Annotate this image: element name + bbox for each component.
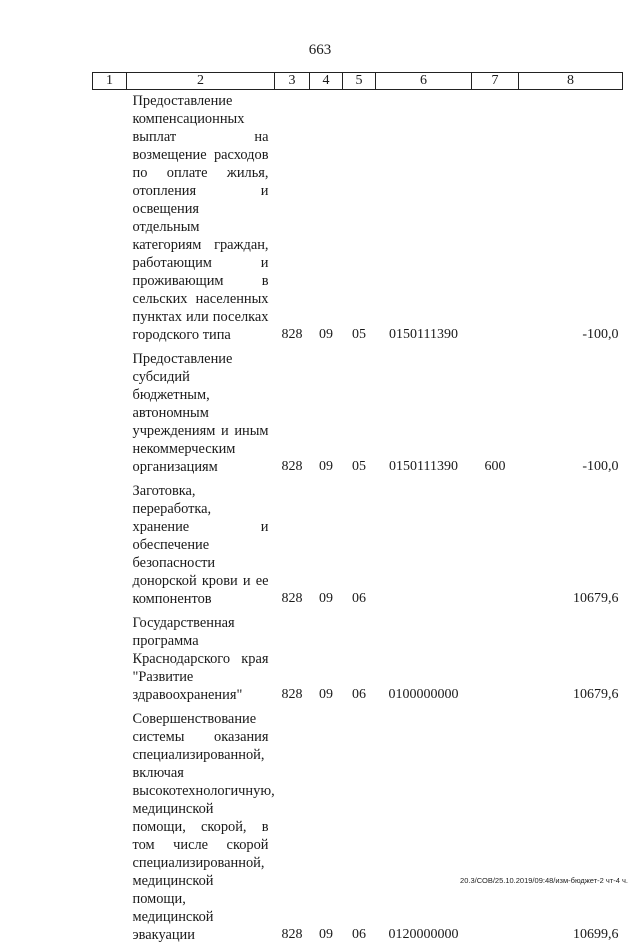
cell-department-code: 828 [281, 327, 303, 342]
cell-amount: 10699,6 [573, 927, 619, 942]
cell-amount: 10679,6 [573, 591, 619, 606]
column-header-7: 7 [472, 73, 519, 90]
document-footer-stamp: 20.3/СОВ/25.10.2019/09:48/изм-бюджет-2 чт-4 ч. [460, 876, 628, 885]
cell-target-article: 0100000000 [388, 687, 459, 702]
table-row [93, 608, 623, 704]
cell-subsection-code: 06 [352, 927, 366, 942]
cell-amount: 10679,6 [573, 687, 619, 702]
cell-amount: -100,0 [582, 327, 619, 342]
row-description: Заготовка, переработка, хранение и обеспечение безопасности донорской крови и ее компонентов [132, 483, 269, 607]
cell-department-code: 828 [281, 687, 303, 702]
row-description: Совершенствование системы оказания специализированной, включая высокотехнологичную, медицинской помощи, скорой, в том числе скорой специализированной, медицинской помощи, медицинской эвакуации [132, 711, 275, 943]
cell-subsection-code: 06 [352, 591, 366, 606]
cell-expense-type [472, 704, 519, 944]
cell-target-article: 0150111390 [389, 327, 458, 342]
cell-department-code: 828 [281, 459, 303, 474]
column-header-2: 2 [127, 73, 275, 90]
cell-subsection-code: 05 [352, 459, 366, 474]
cell-section-code: 09 [319, 591, 333, 606]
table-row [93, 476, 623, 608]
budget-table [92, 72, 623, 944]
cell-section-code: 09 [319, 687, 333, 702]
cell-subsection-code: 05 [352, 327, 366, 342]
column-header-4: 4 [310, 73, 343, 90]
cell-target-article [376, 476, 472, 608]
cell-amount: -100,0 [582, 459, 619, 474]
row-description: Государственная программа Краснодарского края "Развитие здравоохранения" [132, 615, 269, 703]
cell-expense-type [472, 476, 519, 608]
row-description: Предоставление субсидий бюджетным, автономным учреждениям и иным некоммерческим организациям [132, 351, 269, 475]
cell-section-code: 09 [319, 327, 333, 342]
column-header-3: 3 [275, 73, 310, 90]
cell-expense-type: 600 [484, 459, 506, 474]
table-header-row [93, 73, 623, 90]
cell-department-code: 828 [281, 591, 303, 606]
column-header-6: 6 [376, 73, 472, 90]
row-description: Предоставление компенсационных выплат на возмещение расходов по оплате жилья, отопления и освещения отдельным категориям граждан, работающим и проживающим в сельских населенных пунктах или поселках городского типа [132, 93, 269, 343]
table-row [93, 344, 623, 476]
page-number: 663 [308, 42, 332, 58]
column-header-8: 8 [519, 73, 623, 90]
cell-subsection-code: 06 [352, 687, 366, 702]
table-row [93, 704, 623, 944]
cell-target-article: 0150111390 [389, 459, 458, 474]
cell-target-article: 0120000000 [388, 927, 459, 942]
cell-section-code: 09 [319, 927, 333, 942]
column-header-5: 5 [343, 73, 376, 90]
cell-department-code: 828 [281, 927, 303, 942]
cell-section-code: 09 [319, 459, 333, 474]
column-header-1: 1 [93, 73, 127, 90]
table-row [93, 90, 623, 345]
cell-expense-type [472, 608, 519, 704]
cell-expense-type [472, 90, 519, 345]
